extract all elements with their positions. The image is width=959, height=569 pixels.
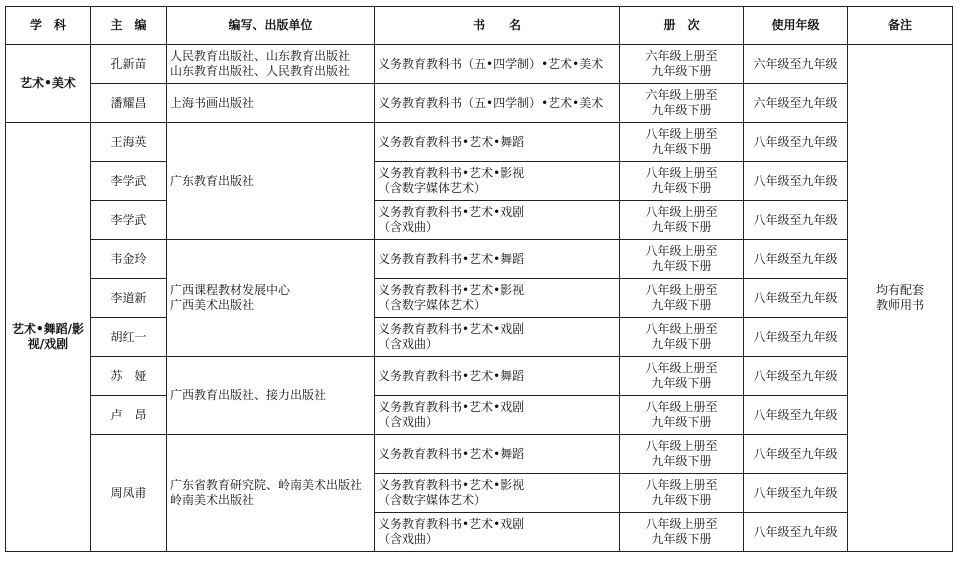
- note-cell: 均有配套 教师用书: [848, 45, 953, 552]
- editor-cell: 李学武: [91, 162, 167, 201]
- grade-cell: 八年级至九年级: [744, 240, 848, 279]
- volume-cell: 八年级上册至 九年级下册: [620, 162, 744, 201]
- header-row: [6, 7, 953, 45]
- header-volume: 册 次: [620, 7, 744, 45]
- grade-cell: 八年级至九年级: [744, 201, 848, 240]
- volume-cell: 六年级上册至 九年级下册: [620, 84, 744, 123]
- editor-cell: 胡红一: [91, 318, 167, 357]
- header-grade: 使用年级: [744, 7, 848, 45]
- book-cell: 义务教育教科书•艺术•舞蹈: [375, 357, 620, 396]
- volume-cell: 八年级上册至 九年级下册: [620, 201, 744, 240]
- editor-cell: 苏 娅: [91, 357, 167, 396]
- editor-cell: 周凤甫: [91, 435, 167, 552]
- book-cell: 义务教育教科书•艺术•影视 （含数字媒体艺术）: [375, 279, 620, 318]
- table-row: [6, 435, 953, 474]
- publisher-cell: 广西教育出版社、接力出版社: [167, 357, 375, 435]
- grade-cell: 八年级至九年级: [744, 513, 848, 552]
- volume-cell: 六年级上册至 九年级下册: [620, 45, 744, 84]
- volume-cell: 八年级上册至 九年级下册: [620, 396, 744, 435]
- grade-cell: 六年级至九年级: [744, 84, 848, 123]
- table-row: [6, 84, 953, 123]
- volume-cell: 八年级上册至 九年级下册: [620, 240, 744, 279]
- table-row: [6, 123, 953, 162]
- grade-cell: 八年级至九年级: [744, 396, 848, 435]
- subject-cell: 艺术•舞蹈/影视/戏剧: [6, 123, 91, 552]
- volume-cell: 八年级上册至 九年级下册: [620, 318, 744, 357]
- subject-cell: 艺术•美术: [6, 45, 91, 123]
- table-row: [6, 240, 953, 279]
- grade-cell: 八年级至九年级: [744, 162, 848, 201]
- grade-cell: 八年级至九年级: [744, 318, 848, 357]
- volume-cell: 八年级上册至 九年级下册: [620, 513, 744, 552]
- grade-cell: 八年级至九年级: [744, 474, 848, 513]
- grade-cell: 八年级至九年级: [744, 279, 848, 318]
- publisher-cell: 广西课程教材发展中心 广西美术出版社: [167, 240, 375, 357]
- header-subject: 学 科: [6, 7, 91, 45]
- header-book: 书 名: [375, 7, 620, 45]
- table-row: [6, 45, 953, 84]
- volume-cell: 八年级上册至 九年级下册: [620, 123, 744, 162]
- book-cell: 义务教育教科书•艺术•戏剧 （含戏曲）: [375, 201, 620, 240]
- table-row: [6, 279, 953, 318]
- grade-cell: 八年级至九年级: [744, 357, 848, 396]
- header-editor: 主 编: [91, 7, 167, 45]
- volume-cell: 八年级上册至 九年级下册: [620, 435, 744, 474]
- book-cell: 义务教育教科书•艺术•戏剧 （含戏曲）: [375, 396, 620, 435]
- editor-cell: 孔新苗: [91, 45, 167, 84]
- table-row: [6, 357, 953, 396]
- grade-cell: 八年级至九年级: [744, 435, 848, 474]
- header-publisher: 编写、出版单位: [167, 7, 375, 45]
- editor-cell: 潘耀昌: [91, 84, 167, 123]
- header-note: 备注: [848, 7, 953, 45]
- editor-cell: 李学武: [91, 201, 167, 240]
- book-cell: 义务教育教科书（五•四学制）•艺术•美术: [375, 45, 620, 84]
- publisher-cell: 上海书画出版社: [167, 84, 375, 123]
- editor-cell: 王海英: [91, 123, 167, 162]
- volume-cell: 八年级上册至 九年级下册: [620, 357, 744, 396]
- grade-cell: 八年级至九年级: [744, 123, 848, 162]
- table-row: [6, 396, 953, 435]
- editor-cell: 卢 昂: [91, 396, 167, 435]
- table-row: [6, 318, 953, 357]
- grade-cell: 六年级至九年级: [744, 45, 848, 84]
- book-cell: 义务教育教科书•艺术•戏剧 （含戏曲）: [375, 513, 620, 552]
- book-cell: 义务教育教科书•艺术•舞蹈: [375, 435, 620, 474]
- table-row: [6, 201, 953, 240]
- publisher-cell: 广东省教育研究院、岭南美术出版社 岭南美术出版社: [167, 435, 375, 552]
- volume-cell: 八年级上册至 九年级下册: [620, 474, 744, 513]
- book-cell: 义务教育教科书•艺术•舞蹈: [375, 123, 620, 162]
- book-cell: 义务教育教科书•艺术•戏剧 （含戏曲）: [375, 318, 620, 357]
- publisher-cell: 广东教育出版社: [167, 123, 375, 240]
- editor-cell: 韦金玲: [91, 240, 167, 279]
- book-cell: 义务教育教科书•艺术•影视 （含数字媒体艺术）: [375, 162, 620, 201]
- book-cell: 义务教育教科书（五•四学制）•艺术•美术: [375, 84, 620, 123]
- table-row: [6, 162, 953, 201]
- book-cell: 义务教育教科书•艺术•影视 （含数字媒体艺术）: [375, 474, 620, 513]
- book-cell: 义务教育教科书•艺术•舞蹈: [375, 240, 620, 279]
- textbook-table: [5, 6, 953, 552]
- editor-cell: 李道新: [91, 279, 167, 318]
- volume-cell: 八年级上册至 九年级下册: [620, 279, 744, 318]
- publisher-cell: 人民教育出版社、山东教育出版社 山东教育出版社、人民教育出版社: [167, 45, 375, 84]
